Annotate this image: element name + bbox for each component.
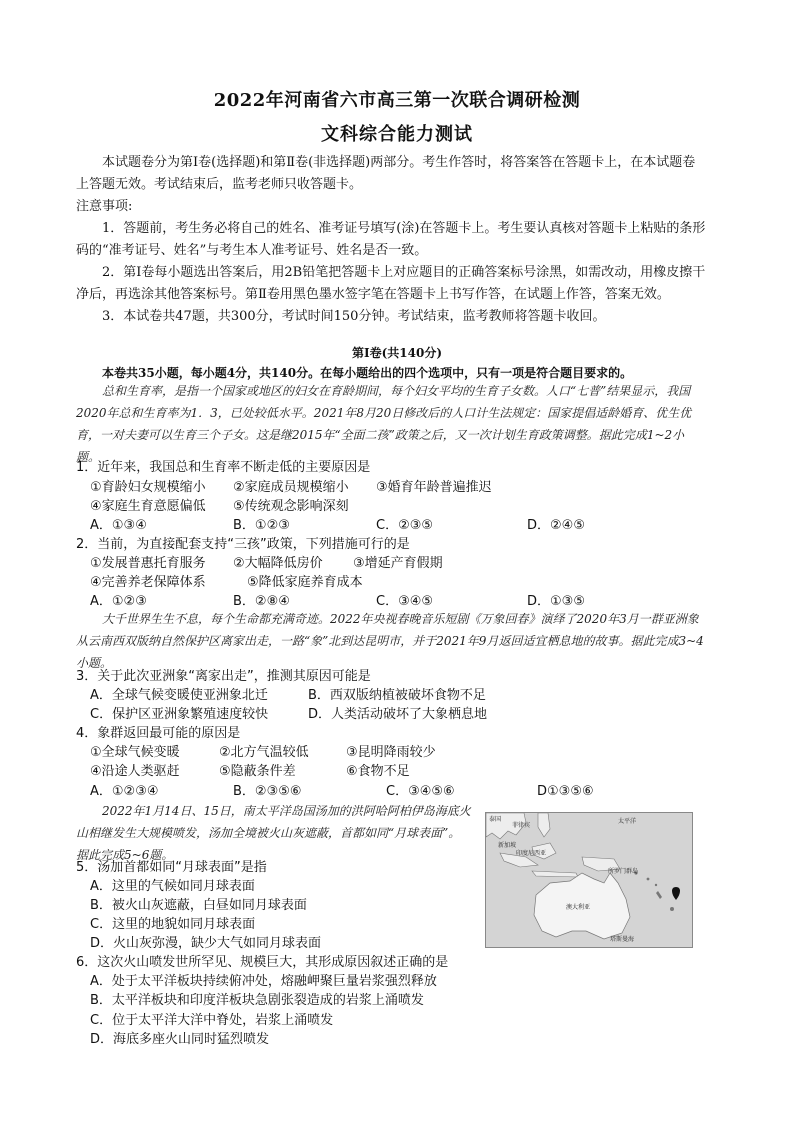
q4-item: ③昆明降雨较少 — [346, 745, 436, 760]
question-2-stem: 2．当前，为直接配套支持“三孩”政策，下列措施可行的是 — [76, 537, 410, 552]
map-label: 菲律宾 — [512, 822, 531, 829]
q2-item: ②大幅降低房价 — [233, 556, 323, 571]
map-label: 澳大利亚 — [566, 904, 591, 911]
map-label: 所罗门群岛 — [608, 868, 639, 875]
q4-item: ⑤隐蔽条件差 — [219, 764, 296, 779]
section-title: 第Ⅰ卷(共140分) — [351, 346, 443, 360]
q5-choice-d[interactable]: D．火山灰弥漫，缺少大气如同月球表面 — [90, 936, 322, 951]
question-5-stem: 5．汤加首都如同“月球表面”是指 — [76, 860, 267, 875]
q1-choice-c[interactable]: C．②③⑤ — [376, 518, 434, 533]
q1-item: ③婚育年龄普遍推迟 — [376, 480, 492, 495]
passage-birthrate: 总和生育率，是指一个国家或地区的妇女在育龄期间，每个妇女平均的生育子女数。人口“七普”结果显示，我国2020年总和生育率为1．3，已处较低水平。2021年8月20日修改后的人口计生法规定：国家提倡适龄婚育、优生优育，一对夫妻可以生育三个子女。这是继2015年“全面二孩”政策之后，又一次计划生育政策调整。据此完成1~2小题。 — [76, 384, 692, 464]
exam-title: 2022年河南省六市高三第一次联合调研检测 — [213, 90, 581, 111]
question-4-stem: 4．象群返回最可能的原因是 — [76, 726, 241, 741]
section-instructions: 本卷共35小题，每小题4分，共140分。在每小题给出的四个选项中，只有一项是符合题目要求的。 — [102, 366, 633, 380]
q2-choice-c[interactable]: C．③④⑤ — [376, 594, 434, 609]
q1-item: ⑤传统观念影响深刻 — [233, 499, 349, 514]
question-3-stem: 3．关于此次亚洲象“离家出走”，推测其原因可能是 — [76, 669, 371, 684]
q2-item: ①发展普惠托育服务 — [90, 556, 206, 571]
q3-choice-d[interactable]: D．人类活动破坏了大象栖息地 — [308, 707, 488, 722]
q4-choice-a[interactable]: A．①②③④ — [90, 784, 159, 799]
q5-choice-c[interactable]: C．这里的地貌如同月球表面 — [90, 917, 256, 932]
q2-item: ⑤降低家庭养育成本 — [247, 575, 363, 590]
q1-item: ①育龄妇女规模缩小 — [90, 480, 206, 495]
q3-choice-c[interactable]: C．保护区亚洲象繁殖速度较快 — [90, 707, 269, 722]
q5-choice-b[interactable]: B．被火山灰遮蔽，白昼如同月球表面 — [90, 898, 307, 913]
q4-item: ④沿途人类驱赶 — [90, 764, 180, 779]
q3-choice-b[interactable]: B．西双版纳植被破坏食物不足 — [308, 688, 486, 703]
q6-choice-a[interactable]: A．处于太平洋板块持续俯冲处，熔融岬聚巨量岩浆强烈释放 — [90, 974, 437, 989]
notice-item: 3．本试卷共47题，共300分，考试时间150分钟。考试结束，监考教师将答题卡收回。 — [102, 309, 606, 324]
map-label: 印度尼西亚 — [516, 850, 547, 857]
notice-heading: 注意事项: — [76, 199, 133, 214]
q4-choice-b[interactable]: B．②③⑤⑥ — [233, 784, 302, 799]
q4-choice-d[interactable]: D①③⑤⑥ — [537, 784, 594, 799]
q6-choice-b[interactable]: B．太平洋板块和印度洋板块急剧张裂造成的岩浆上涌喷发 — [90, 993, 424, 1008]
q1-choice-a[interactable]: A．①③④ — [90, 518, 147, 533]
q2-choice-a[interactable]: A．①②③ — [90, 594, 147, 609]
passage-elephants: 大千世界生生不息，每个生命都充满奇迹。2022年央视春晚音乐短剧《万象回春》演绎了2020年3月一群亚洲象从云南西双版纳自然保护区离家出走，一路“象”北到达昆明市，并于2021年9月返回适宜栖息地的故事。据此完成3~4小题。 — [76, 612, 704, 670]
map-label: 太平洋 — [618, 818, 637, 825]
question-1-stem: 1．近年来，我国总和生育率不断走低的主要原因是 — [76, 460, 371, 475]
question-6-stem: 6．这次火山喷发世所罕见、规模巨大，其形成原因叙述正确的是 — [76, 955, 449, 970]
q3-choice-a[interactable]: A．全球气候变暖使亚洲象北迁 — [90, 688, 268, 703]
notice-item: 2．第Ⅰ卷每小题选出答案后，用2B铅笔把答题卡上对应题目的正确答案标号涂黑，如需改动，用橡皮擦干净后，再选涂其他答案标号。第Ⅱ卷用黑色墨水签字笔在答题卡上书写作答，在试题上作答，答案无效。 — [76, 265, 706, 302]
map-label: 塔斯曼海 — [610, 936, 635, 943]
q2-item: ④完善养老保障体系 — [90, 575, 206, 590]
q6-choice-c[interactable]: C．位于太平洋大洋中脊处，岩浆上涌喷发 — [90, 1013, 334, 1028]
q1-choice-b[interactable]: B．①②③ — [233, 518, 290, 533]
map-graphic — [486, 813, 692, 947]
q4-choice-c[interactable]: C．③④⑤⑥ — [386, 784, 455, 799]
q5-choice-a[interactable]: A．这里的气候如同月球表面 — [90, 879, 255, 894]
q2-item: ③增延产育假期 — [353, 556, 443, 571]
q1-choice-d[interactable]: D．②④⑤ — [527, 518, 585, 533]
q4-item: ⑥食物不足 — [346, 764, 410, 779]
map-label: 泰国 — [489, 816, 502, 823]
q4-item: ①全球气候变暖 — [90, 745, 180, 760]
q1-item: ④家庭生育意愿偏低 — [90, 499, 206, 514]
passage-tonga: 2022年1月14日、15日，南太平洋岛国汤加的洪阿哈阿柏伊岛海底火山相继发生大规模喷发，汤加全境被火山灰遮蔽，首都如同“月球表面”。据此完成5~6题。 — [76, 804, 471, 862]
q4-item: ②北方气温较低 — [219, 745, 309, 760]
tonga-region-map — [485, 812, 693, 948]
exam-intro: 本试题卷分为第Ⅰ卷(选择题)和第Ⅱ卷(非选择题)两部分。考生作答时，将答案答在答题卡上，在本试题卷上答题无效。考试结束后，监考老师只收答题卡。 — [76, 155, 696, 192]
q2-choice-b[interactable]: B．②⑧④ — [233, 594, 290, 609]
exam-subtitle: 文科综合能力测试 — [321, 124, 473, 145]
notice-item: 1．答题前，考生务必将自己的姓名、准考证号填写(涂)在答题卡上。考生要认真核对答题卡上粘贴的条形码的“准考证号、姓名”与考生本人准考证号、姓名是否一致。 — [76, 221, 706, 258]
q1-item: ②家庭成员规模缩小 — [233, 480, 349, 495]
map-label: 新加坡 — [498, 842, 517, 849]
q6-choice-d[interactable]: D．海底多座火山同时猛烈喷发 — [90, 1032, 270, 1047]
q2-choice-d[interactable]: D．①③⑤ — [527, 594, 585, 609]
